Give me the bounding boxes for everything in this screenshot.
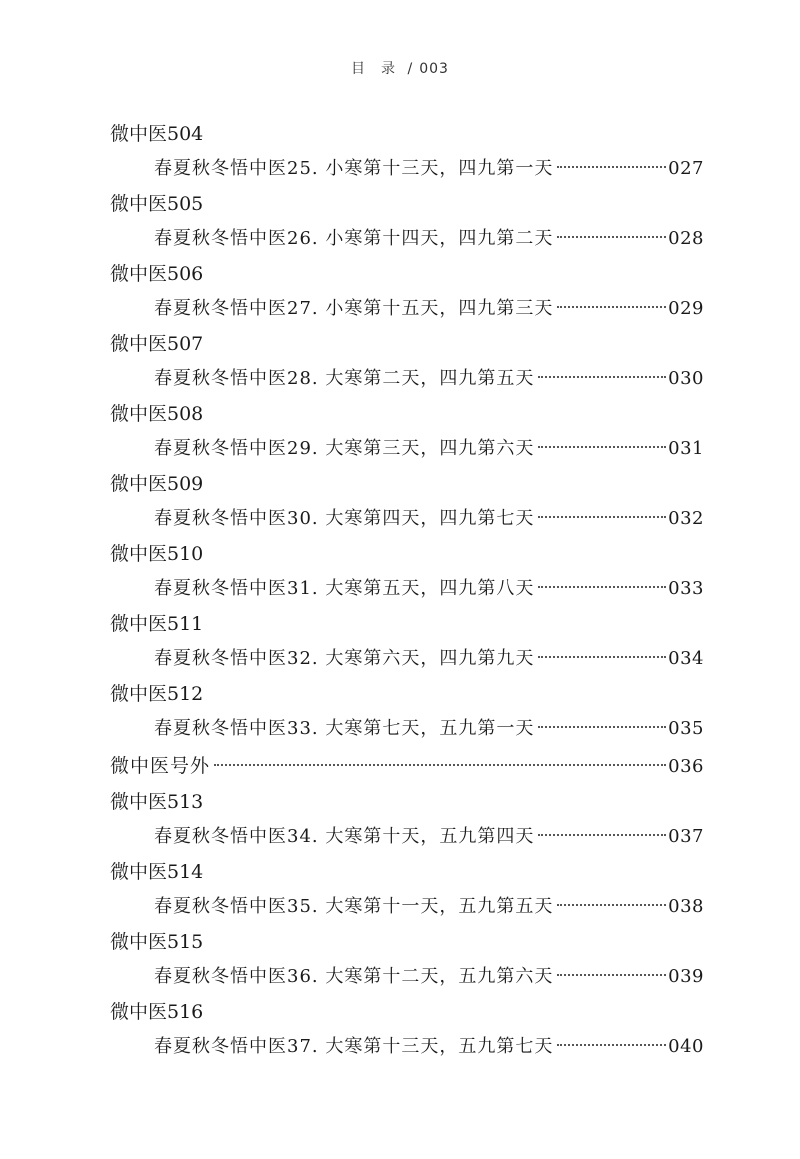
toc-section-heading: 微中医510 (110, 543, 204, 565)
toc-entry-page: 027 (668, 158, 704, 179)
toc-entry-page: 028 (668, 228, 704, 249)
dot-leader (557, 166, 666, 168)
toc-entry[interactable] (110, 500, 704, 538)
dot-leader (214, 764, 666, 766)
toc-group (110, 118, 704, 188)
toc-entry-title: 春夏秋冬悟中医36. 大寒第十二天，五九第六天 (154, 966, 554, 987)
toc-entry-page: 038 (668, 896, 704, 917)
toc-entry[interactable] (110, 958, 704, 996)
toc-entry-page: 037 (668, 826, 704, 847)
toc-entry-title: 春夏秋冬悟中医35. 大寒第十一天，五九第五天 (154, 896, 554, 917)
dot-leader (538, 656, 666, 658)
toc-entry[interactable] (110, 1028, 704, 1066)
toc-entry-page: 031 (668, 438, 704, 459)
dot-leader (538, 726, 666, 728)
toc-group (110, 678, 704, 748)
dot-leader (557, 306, 666, 308)
toc-entry-title: 春夏秋冬悟中医32. 大寒第六天，四九第九天 (154, 648, 535, 669)
toc-section-heading: 微中医509 (110, 473, 204, 495)
toc-group (110, 608, 704, 678)
toc-entry[interactable] (110, 290, 704, 328)
dot-leader (538, 376, 666, 378)
header-section-title: 目 录 (351, 61, 397, 77)
toc-section-heading: 微中医516 (110, 1001, 204, 1023)
toc-group (110, 786, 704, 856)
header-separator: / (407, 61, 414, 77)
toc-entry-title: 春夏秋冬悟中医26. 小寒第十四天，四九第二天 (154, 228, 554, 249)
toc-entry-page: 036 (668, 756, 704, 777)
toc-entry-title: 春夏秋冬悟中医25. 小寒第十三天，四九第一天 (154, 158, 554, 179)
toc-entry-page: 029 (668, 298, 704, 319)
dot-leader (557, 974, 666, 976)
toc-entry-page: 030 (668, 368, 704, 389)
toc-section-heading: 微中医511 (110, 613, 204, 635)
toc-section-heading: 微中医507 (110, 333, 204, 355)
toc-section-heading: 微中医515 (110, 931, 204, 953)
toc-entry-title: 春夏秋冬悟中医33. 大寒第七天，五九第一天 (154, 718, 535, 739)
toc-entry-page: 039 (668, 966, 704, 987)
toc-entry-extra[interactable] (110, 748, 704, 784)
toc-entry[interactable] (110, 220, 704, 258)
header-page-number: 003 (419, 61, 449, 77)
toc-group (110, 926, 704, 996)
toc-entry-page: 032 (668, 508, 704, 529)
toc-entry[interactable] (110, 430, 704, 468)
toc-section-heading: 微中医504 (110, 123, 204, 145)
dot-leader (538, 446, 666, 448)
toc-entry[interactable] (110, 640, 704, 678)
toc-entry-title: 春夏秋冬悟中医29. 大寒第三天，四九第六天 (154, 438, 535, 459)
toc-section-heading: 微中医508 (110, 403, 204, 425)
toc-entry-title: 微中医号外 (110, 755, 211, 777)
toc-group (110, 996, 704, 1066)
dot-leader (538, 516, 666, 518)
toc-entry[interactable] (110, 570, 704, 608)
toc-entry-title: 春夏秋冬悟中医31. 大寒第五天，四九第八天 (154, 578, 535, 599)
toc-section-heading: 微中医512 (110, 683, 204, 705)
running-header (0, 58, 800, 78)
toc-entry-title: 春夏秋冬悟中医28. 大寒第二天，四九第五天 (154, 368, 535, 389)
toc-entry-title: 春夏秋冬悟中医27. 小寒第十五天，四九第三天 (154, 298, 554, 319)
dot-leader (538, 834, 666, 836)
toc-section-heading: 微中医505 (110, 193, 204, 215)
toc-entry-title: 春夏秋冬悟中医37. 大寒第十三天，五九第七天 (154, 1036, 554, 1057)
toc-entry[interactable] (110, 818, 704, 856)
toc-entry[interactable] (110, 710, 704, 748)
toc-section-heading: 微中医514 (110, 861, 204, 883)
toc-entry[interactable] (110, 360, 704, 398)
toc-group (110, 258, 704, 328)
dot-leader (557, 904, 666, 906)
toc-entry-page: 033 (668, 578, 704, 599)
toc-group (110, 538, 704, 608)
toc-group (110, 856, 704, 926)
dot-leader (557, 236, 666, 238)
toc-entry-page: 034 (668, 648, 704, 669)
toc-group (110, 398, 704, 468)
toc-entry[interactable] (110, 150, 704, 188)
table-of-contents (110, 118, 704, 1066)
toc-section-heading: 微中医513 (110, 791, 204, 813)
dot-leader (557, 1044, 666, 1046)
toc-entry-page: 040 (668, 1036, 704, 1057)
toc-section-heading: 微中医506 (110, 263, 204, 285)
toc-group (110, 188, 704, 258)
toc-entry[interactable] (110, 888, 704, 926)
dot-leader (538, 586, 666, 588)
toc-entry-title: 春夏秋冬悟中医34. 大寒第十天，五九第四天 (154, 826, 535, 847)
toc-group (110, 328, 704, 398)
toc-entry-page: 035 (668, 718, 704, 739)
toc-entry-title: 春夏秋冬悟中医30. 大寒第四天，四九第七天 (154, 508, 535, 529)
toc-group (110, 468, 704, 538)
